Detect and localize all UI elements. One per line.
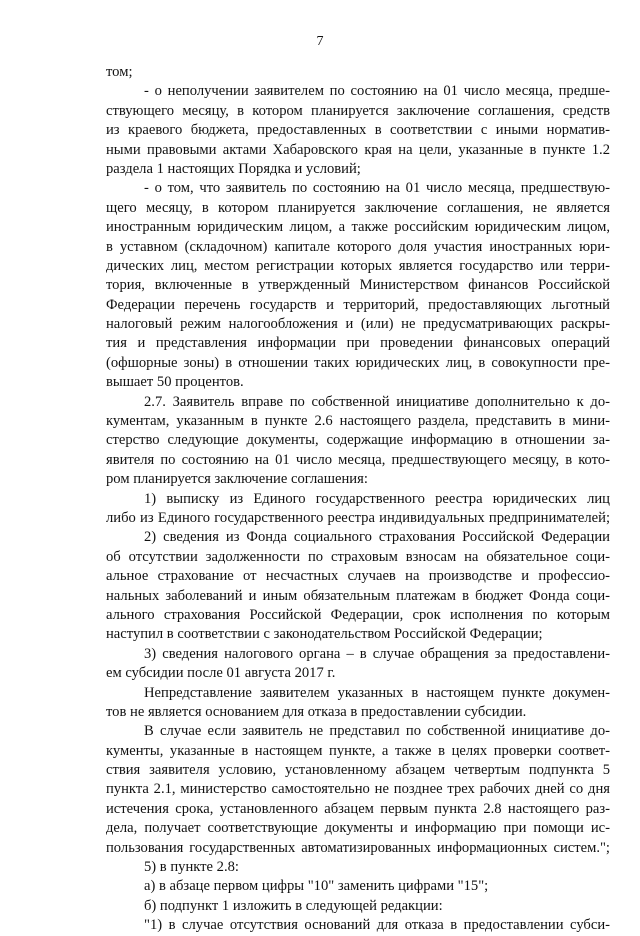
- text-line: "1) в случае отсутствия оснований для отказа в предоставлении субси-: [144, 917, 610, 934]
- text-line: Федерации перечень государств и территорий, предоставляющих льготный: [106, 296, 610, 313]
- text-line: - о том, что заявитель по состоянию на 01 число месяца, предшествую-: [144, 180, 610, 197]
- text-line: вышает 50 процентов.: [106, 374, 244, 391]
- text-line: истечения срока, установленного абзацем первым пункта 2.8 настоящего раз-: [106, 800, 610, 817]
- text-line: нальных заболеваний и иным обязательным платежам в бюджет Фонда соци-: [106, 587, 610, 604]
- text-line: дических лиц, местом регистрации которых является государство или терри-: [106, 257, 610, 274]
- text-line: ствующего месяцу, в котором планируется заключение соглашения, средств: [106, 102, 610, 119]
- text-line: пользования государственных автоматизированных информационных систем.";: [106, 839, 610, 856]
- text-line: ального страхования Российской Федерации, срок исполнения по которым: [106, 606, 610, 623]
- text-line: 2.7. Заявитель вправе по собственной инициативе дополнительно к до-: [144, 393, 610, 410]
- text-line: том;: [106, 64, 133, 80]
- text-line: щего месяцу, в котором планируется заключение соглашения, не является: [106, 199, 610, 216]
- text-line: В случае если заявитель не представил по собственной инициативе до-: [144, 723, 610, 740]
- text-line: налоговый режим налогообложения и (или) не предусматривающих раскры-: [106, 316, 610, 333]
- text-line: (офшорные зоны) в отношении таких юридических лиц, в совокупности пре-: [106, 354, 610, 371]
- text-line: в уставном (складочном) капитале которого доля участия иностранных юри-: [106, 238, 610, 255]
- text-line: ствия заявителя условию, установленному абзацем четвертым подпункта 5: [106, 762, 610, 779]
- text-line: 3) сведения налогового органа – в случае обращения за предоставлени-: [144, 645, 610, 662]
- text-line: раздела 1 настоящих Порядка и условий;: [106, 160, 361, 177]
- text-line: ем субсидии после 01 августа 2017 г.: [106, 665, 336, 682]
- text-line: альное страхование от несчастных случаев на производстве и профессио-: [106, 568, 610, 585]
- text-line: кументы, указанные в настоящем пункте, а также в целях проверки соответ-: [106, 742, 610, 759]
- text-line: об отсутствии задолженности по страховым взносам на обязательное соци-: [106, 548, 610, 565]
- text-line: Непредставление заявителем указанных в настоящем пункте докумен-: [144, 684, 610, 701]
- text-line: 5) в пункте 2.8:: [144, 859, 239, 876]
- text-line: из краевого бюджета, предоставленных в соответствии с иными норматив-: [106, 122, 610, 139]
- text-line: тория, включенные в утвержденный Министерством финансов Российской: [106, 277, 610, 294]
- text-line: а) в абзаце первом цифры "10" заменить цифрами "15";: [144, 878, 489, 895]
- page-number: 7: [316, 34, 324, 49]
- text-line: явителя по состоянию на 01 число месяца, предшествующего месяцу, в кото-: [106, 451, 610, 468]
- text-line: пункта 2.1, министерство самостоятельно не позднее трех рабочих дней со дня: [106, 781, 610, 798]
- text-line: либо из Единого государственного реестра индивидуальных предпринимателей;: [106, 509, 610, 526]
- text-line: иностранным юридическим лицом, а также российским юридическим лицом,: [106, 219, 610, 236]
- document-body: [106, 63, 610, 936]
- text-line: б) подпункт 1 изложить в следующей редакции:: [144, 897, 443, 914]
- text-line: - о неполучении заявителем по состоянию на 01 число месяца, предше-: [144, 83, 610, 100]
- text-line: стерство следующие документы, содержащие информацию в отношении за-: [106, 432, 610, 449]
- text-line: наступил в соответствии с законодательством Российской Федерации;: [106, 626, 543, 643]
- text-line: ными правовыми актами Хабаровского края на цели, указанные в пункте 1.2: [106, 141, 610, 158]
- text-line: тия и представления информации при проведении финансовых операций: [106, 335, 610, 352]
- text-line: дела, получает соответствующие документы и информацию при помощи ис-: [106, 820, 610, 837]
- text-line: 1) выписку из Единого государственного реестра юридических лиц: [144, 490, 610, 507]
- text-line: 2) сведения из Фонда социального страхования Российской Федерации: [144, 529, 610, 546]
- text-line: кументам, указанным в пункте 2.6 настоящего раздела, представить в мини-: [106, 413, 610, 430]
- text-line: тов не является основанием для отказа в предоставлении субсидии.: [106, 703, 527, 720]
- text-line: ром планируется заключение соглашения:: [106, 471, 368, 488]
